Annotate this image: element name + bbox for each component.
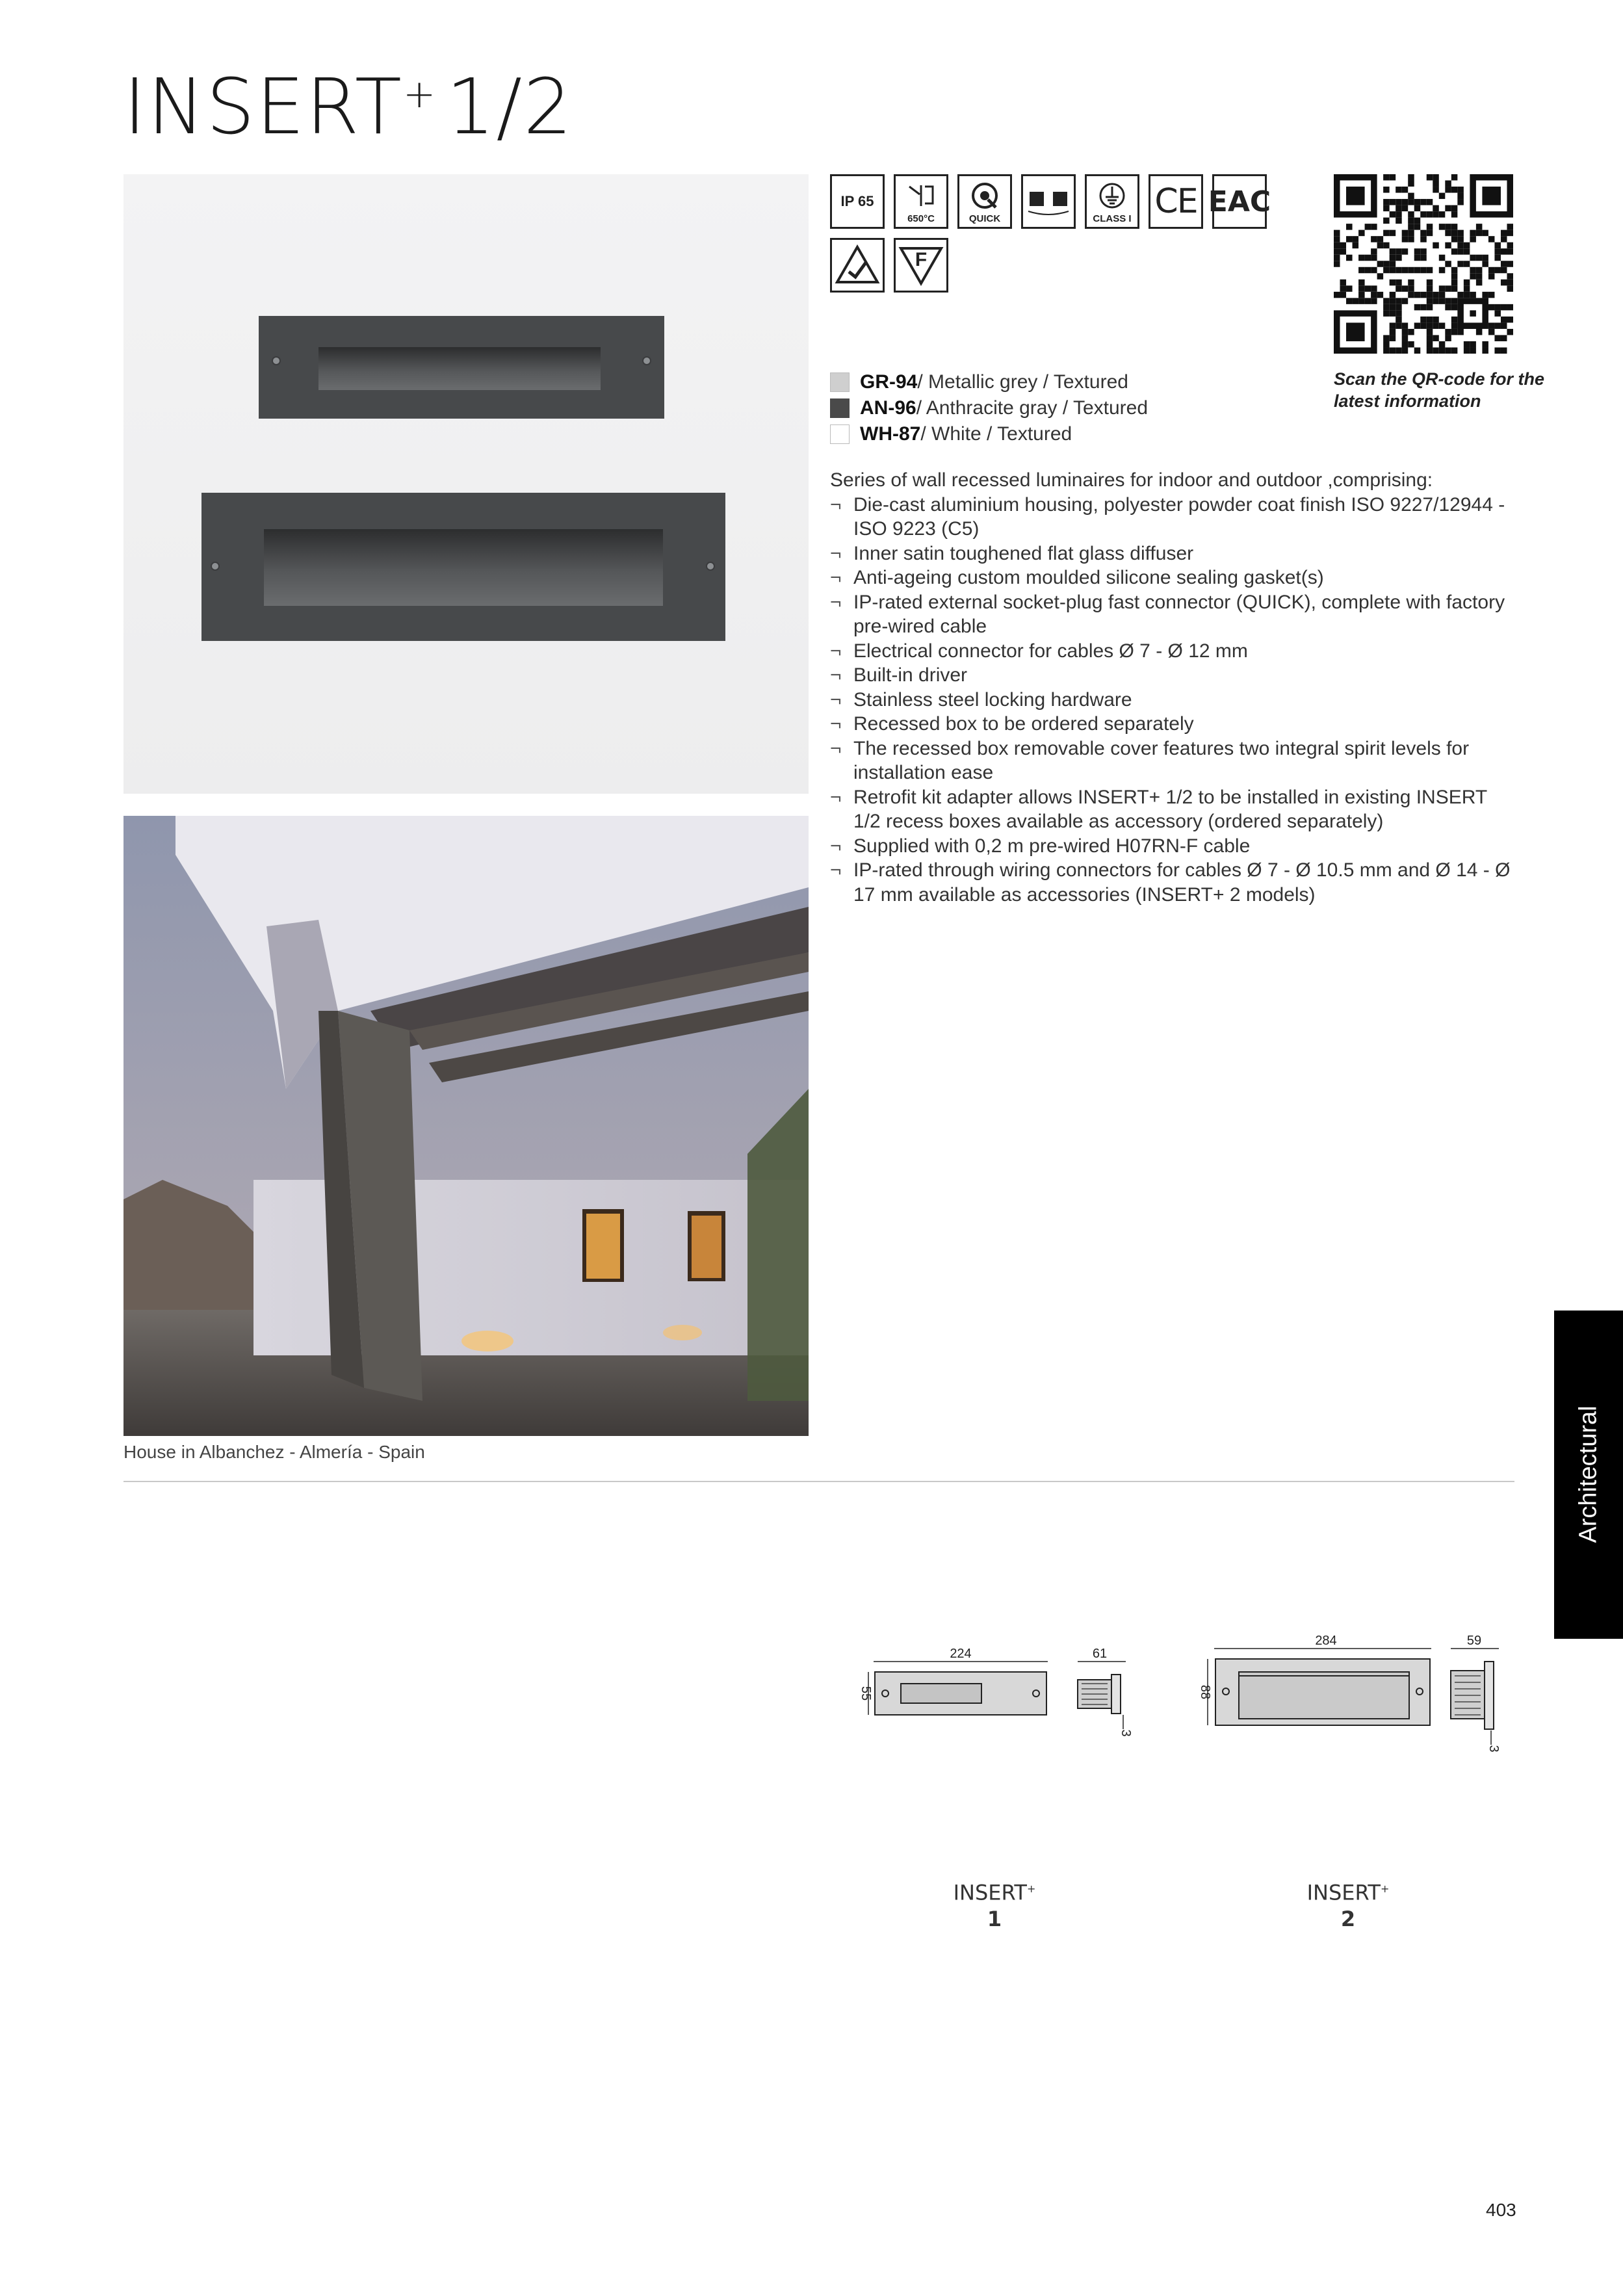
page-number: 403 bbox=[1486, 2200, 1516, 2220]
product-description bbox=[830, 468, 1519, 907]
section-divider bbox=[123, 1481, 1514, 1482]
class-i-icon: CLASS I bbox=[1085, 174, 1139, 229]
color-swatch bbox=[830, 424, 850, 444]
through-wiring-icon bbox=[1021, 174, 1076, 229]
eac-mark-icon: EAC bbox=[1212, 174, 1267, 229]
drawing-model-1 bbox=[845, 1638, 1144, 1749]
page-title: INSERT+ 1/2 bbox=[123, 62, 574, 151]
feature-item: ¬ Inner satin toughened flat glass diffuser bbox=[830, 541, 1519, 566]
feature-item: ¬ Built-in driver bbox=[830, 663, 1519, 688]
finish-item: WH-87 / White / Textured bbox=[830, 421, 1148, 447]
feature-item: ¬ Electrical connector for cables Ø 7 - Ø 12 mm bbox=[830, 639, 1519, 664]
luminaire-large bbox=[201, 493, 725, 641]
description-intro: Series of wall recessed luminaires for indoor and outdoor ,comprising: bbox=[830, 469, 1433, 491]
finish-item: GR-94 / Metallic grey / Textured bbox=[830, 369, 1148, 395]
dim-height-2: 88 bbox=[1198, 1684, 1212, 1700]
color-swatch bbox=[830, 398, 850, 418]
feature-item: ¬ The recessed box removable cover features two integral spirit levels for installation ease bbox=[830, 737, 1519, 785]
product-photo bbox=[123, 174, 809, 794]
dim-depth-1: 61 bbox=[1092, 1647, 1108, 1661]
feature-item: ¬ Supplied with 0,2 m pre-wired H07RN-F cable bbox=[830, 834, 1519, 859]
dim-width-2: 284 bbox=[1315, 1634, 1337, 1648]
section-tab[interactable]: Architectural bbox=[1554, 1311, 1623, 1639]
dim-width-1: 224 bbox=[950, 1647, 972, 1661]
photo-caption: House in Albanchez - Almería - Spain bbox=[123, 1442, 425, 1462]
glow-wire-650-icon: 650°C bbox=[894, 174, 948, 229]
drawing-model-2 bbox=[1183, 1625, 1514, 1768]
dim-flange-1: 3 bbox=[1119, 1729, 1133, 1737]
model-label-1: INSERT+ 1 bbox=[953, 1880, 1036, 1931]
dim-height-1: 55 bbox=[859, 1686, 873, 1701]
color-swatch bbox=[830, 372, 850, 392]
feature-item: ¬ Die-cast aluminium housing, polyester powder coat finish ISO 9227/12944 - ISO 9223 (C5) bbox=[830, 493, 1519, 541]
finish-list bbox=[830, 369, 1148, 447]
house-photo bbox=[123, 816, 809, 1436]
feature-item: ¬ IP-rated through wiring connectors for cables Ø 7 - Ø 10.5 mm and Ø 14 - Ø 17 mm available as accessories (INSERT+ 2 models) bbox=[830, 858, 1519, 907]
dim-depth-2: 59 bbox=[1466, 1634, 1482, 1648]
ce-mark-icon: CE bbox=[1149, 174, 1203, 229]
feature-item: ¬ IP-rated external socket-plug fast connector (QUICK), complete with factory pre-wired cable bbox=[830, 590, 1519, 639]
rcm-mark-icon bbox=[830, 238, 885, 293]
f-mark-icon: F bbox=[894, 238, 948, 293]
feature-item: ¬ Anti-ageing custom moulded silicone sealing gasket(s) bbox=[830, 566, 1519, 590]
dim-flange-2: 3 bbox=[1487, 1745, 1501, 1753]
qr-code[interactable] bbox=[1334, 174, 1513, 354]
feature-item: ¬ Stainless steel locking hardware bbox=[830, 688, 1519, 712]
finish-item: AN-96 / Anthracite gray / Textured bbox=[830, 395, 1148, 421]
model-label-2: INSERT+ 2 bbox=[1306, 1880, 1390, 1931]
feature-item: ¬ Retrofit kit adapter allows INSERT+ 1/2 to be installed in existing INSERT 1/2 recess boxes available as accessory (ordered separately) bbox=[830, 785, 1519, 834]
qr-note: Scan the QR-code for the latest information bbox=[1334, 369, 1545, 411]
feature-item: ¬ Recessed box to be ordered separately bbox=[830, 712, 1519, 737]
feature-list bbox=[830, 493, 1519, 907]
quick-connector-icon: QUICK bbox=[957, 174, 1012, 229]
luminaire-small bbox=[259, 316, 664, 419]
ip65-icon: IP 65 bbox=[830, 174, 885, 229]
